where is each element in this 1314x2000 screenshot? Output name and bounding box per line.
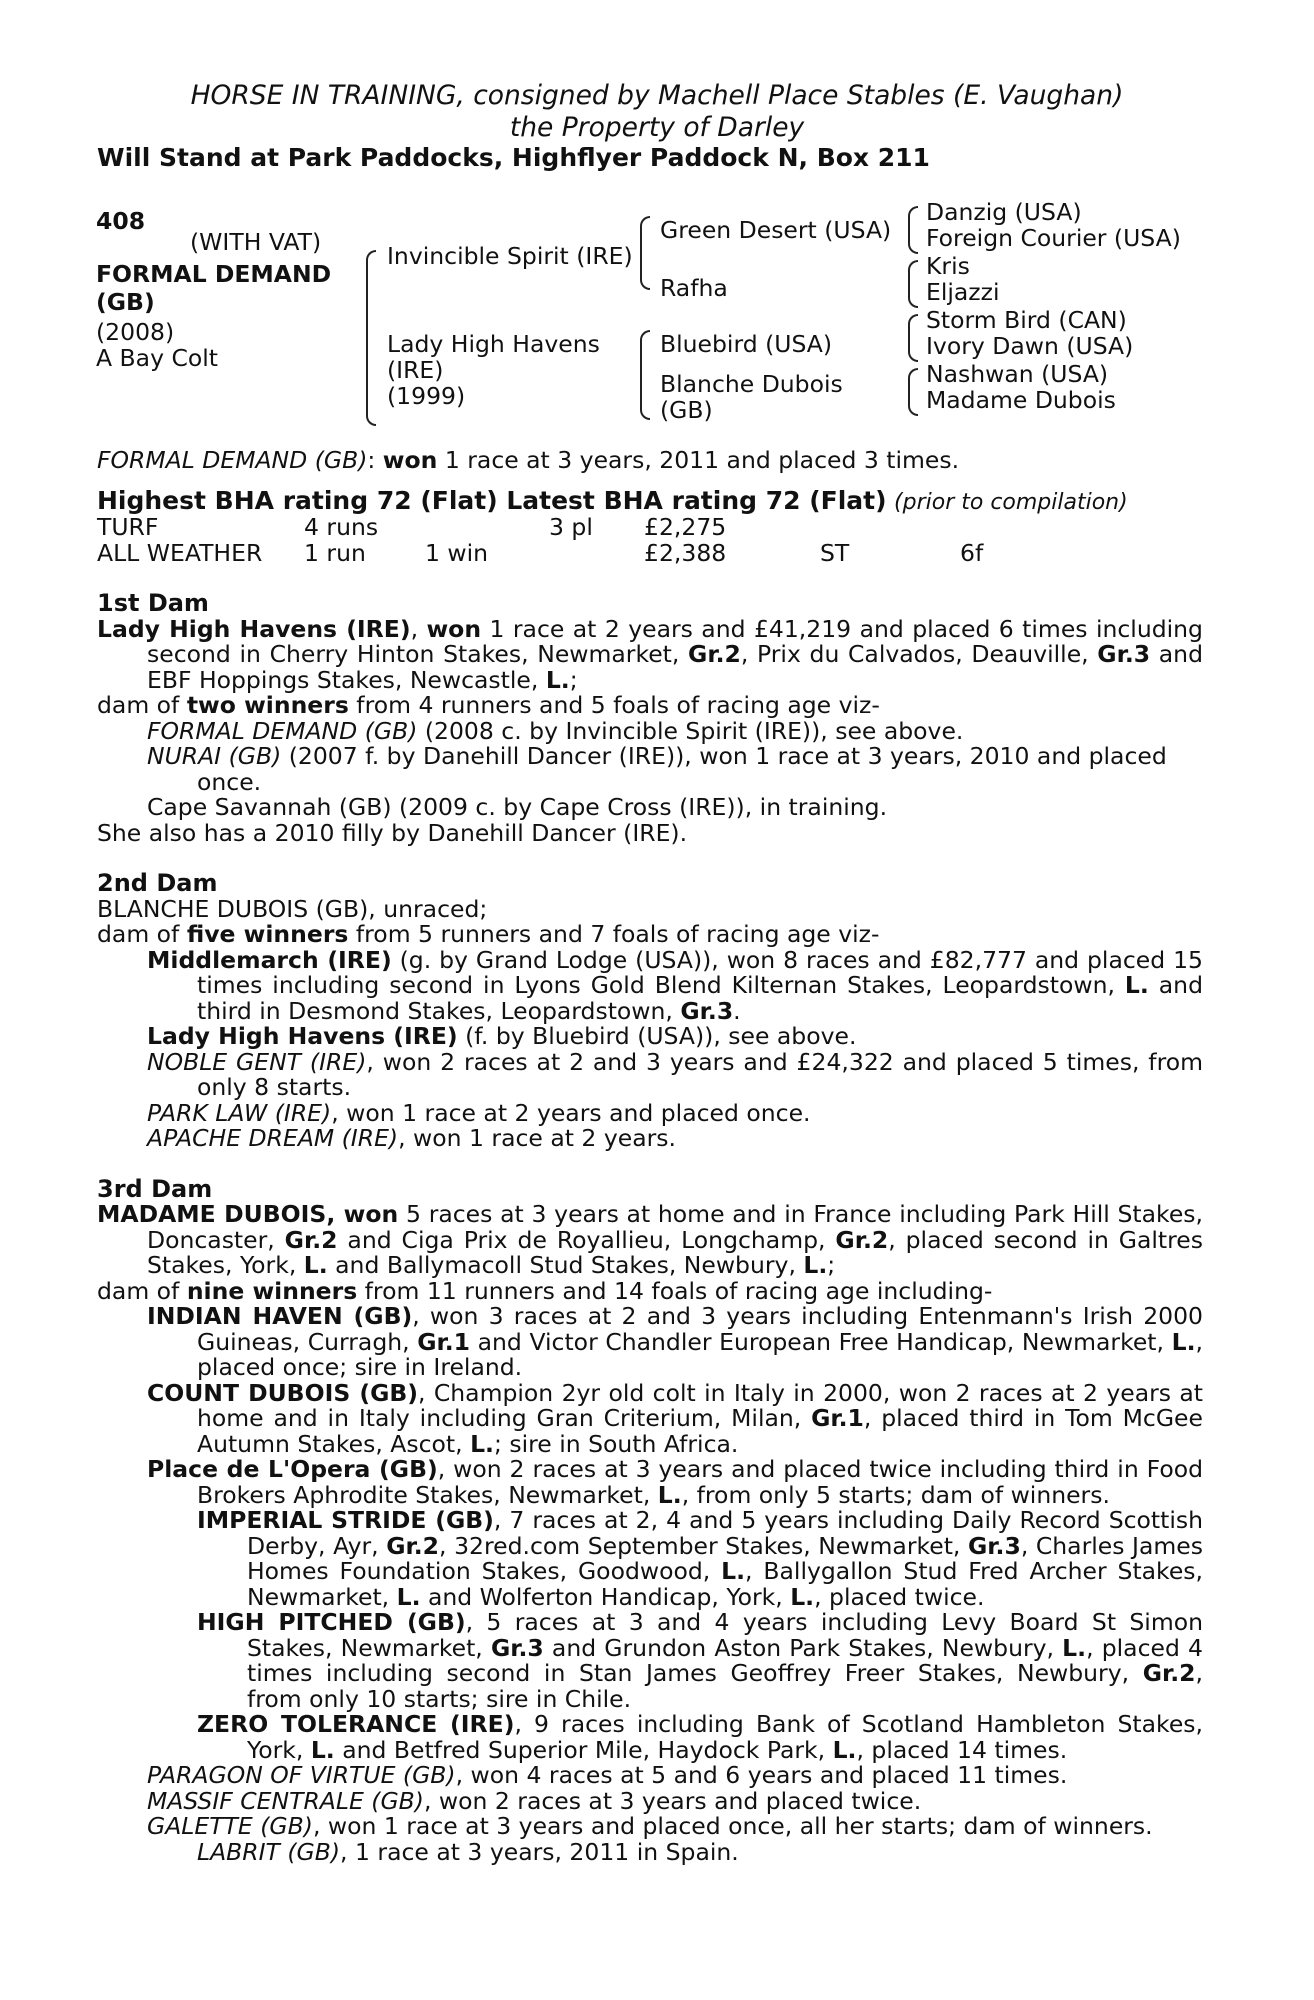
- first-dam-heading: 1st Dam: [97, 589, 209, 617]
- gen3-6: Ivory Dawn (USA): [926, 332, 1134, 360]
- grand-foal-high-pitched: HIGH PITCHED (GB), 5 races at 3 and 4 years including Levy Board St Simon Stakes, Newmarket, Gr.3 and Grundon Aston Park Stakes, Newbury, L., placed 4 times including second in Stan James Geoffrey Freer Stakes, Newbury, Gr.2, from only 10 starts; sire in Chile.: [197, 1608, 1203, 1713]
- sire: Invincible Spirit (IRE): [387, 242, 633, 270]
- pedigree-brace-dam: [640, 330, 650, 420]
- dam-line3: (1999): [387, 382, 466, 410]
- gen3-5: Storm Bird (CAN): [926, 306, 1127, 334]
- dam-sire: Bluebird (USA): [660, 330, 833, 358]
- property-line: the Property of Darley: [509, 112, 805, 143]
- gen3-7: Nashwan (USA): [926, 360, 1109, 388]
- sire-dam: Rafha: [660, 274, 728, 302]
- first-dam-foal-2: NURAI (GB) (2007 f. by Danehill Dancer (IRE)), won 1 race at 3 years, 2010 and placed once.: [147, 742, 1167, 796]
- third-dam-foal-massif: MASSIF CENTRALE (GB), won 2 races at 3 years and placed twice.: [147, 1786, 922, 1815]
- horse-name: [96, 260, 356, 316]
- third-dam-record: MADAME DUBOIS, won 5 races at 3 years at home and in France including Park Hill Stakes, Doncaster, Gr.2 and Ciga Prix de Royallieu, Longchamp, Gr.2, placed second in Galtres Stakes, York, L. and Ballymacoll Stud Stakes, Newbury, L.;: [97, 1200, 1203, 1279]
- grand-foal-labrit: LABRIT (GB), 1 race at 3 years, 2011 in Spain.: [197, 1837, 739, 1866]
- first-dam-foal-1: FORMAL DEMAND (GB) (2008 c. by Invincible Spirit (IRE)), see above.: [147, 716, 964, 745]
- second-dam-heading: 2nd Dam: [97, 869, 218, 897]
- foaling-year: (2008): [96, 318, 175, 346]
- pedigree-brace-g3-1: [908, 206, 918, 254]
- third-dam-heading: 3rd Dam: [97, 1174, 213, 1203]
- second-dam-foal-1: Middlemarch (IRE) (g. by Grand Lodge (USA)), won 8 races and £82,777 and placed 15 times including second in Lyons Gold Blend Kilternan Stakes, Leopardstown, L. and third in Desmond Stakes, Leopardstown, Gr.3.: [147, 945, 1203, 1025]
- second-dam-foal-3: NOBLE GENT (IRE), won 2 races at 2 and 3 years and £24,322 and placed 5 times, from only 8 starts.: [147, 1047, 1203, 1101]
- sire-sire: Green Desert (USA): [660, 216, 892, 244]
- horse-name-line2: (GB): [96, 288, 155, 316]
- pedigree-brace-g3-3: [908, 314, 918, 362]
- race-summary: FORMAL DEMAND (GB): won 1 race at 3 years, 2011 and placed 3 times.: [97, 446, 960, 474]
- gen3-2: Foreign Courier (USA): [926, 224, 1181, 252]
- first-dam-record: Lady High Havens (IRE), won 1 race at 2 years and £41,219 and placed 6 times including second in Cherry Hinton Stakes, Newmarket, Gr.2, Prix du Calvados, Deauville, Gr.3 and EBF Hoppings Stakes, Newcastle, L.;: [97, 614, 1203, 694]
- first-dam-produce: dam of two winners from 4 runners and 5 foals of racing age viz-: [97, 691, 880, 719]
- second-dam-foal-5: APACHE DREAM (IRE), won 1 race at 2 years.: [147, 1124, 676, 1152]
- third-dam-foal-paragon: PARAGON OF VIRTUE (GB), won 4 races at 5 and 6 years and placed 11 times.: [147, 1761, 1068, 1789]
- second-dam-line: BLANCHE DUBOIS (GB), unraced;: [97, 894, 488, 923]
- pedigree-block: [0, 198, 1314, 427]
- vat-note: (WITH VAT): [190, 228, 322, 256]
- pedigree-brace-g3-4: [908, 368, 918, 416]
- third-dam-foal-place-de-lopera: Place de L'Opera (GB), won 2 races at 3 years and placed twice including third in Food Brokers Aphrodite Stakes, Newmarket, L., from only 5 starts; dam of winners.: [147, 1455, 1203, 1509]
- consignor-line: HORSE IN TRAINING, consigned by Machell Place Stables (E. Vaughan): [190, 80, 1124, 111]
- first-dam-foal-3: Cape Savannah (GB) (2009 c. by Cape Cross (IRE)), in training.: [147, 793, 888, 821]
- gen3-3: Kris: [926, 252, 970, 280]
- grand-foal-imperial-stride: IMPERIAL STRIDE (GB), 7 races at 2, 4 and 5 years including Daily Record Scottish Derby, Ayr, Gr.2, 32red.com September Stakes, Newmarket, Gr.3, Charles James Homes Foundation Stakes, Goodwood, L., Ballygallon Stud Fred Archer Stakes, Newmarket, L. and Wolferton Handicap, York, L., placed twice.: [197, 1506, 1204, 1611]
- third-dam-foal-indian-haven: INDIAN HAVEN (GB), won 3 races at 2 and 3 years including Entenmann's Irish 2000 Guineas, Curragh, Gr.1 and Victor Chandler European Free Handicap, Newmarket, L., placed once; sire in Ireland.: [147, 1302, 1203, 1381]
- rating-line: Highest BHA rating 72 (Flat) Latest BHA rating 72 (Flat) (prior to compilation): [97, 485, 1128, 515]
- gen3-4: Eljazzi: [926, 278, 1000, 306]
- horse-description: A Bay Colt: [96, 344, 218, 372]
- second-dam-foal-2: Lady High Havens (IRE) (f. by Bluebird (USA)), see above.: [147, 1022, 857, 1050]
- catalogue-body: [97, 448, 1203, 1865]
- dam-dam-line1: Blanche Dubois: [660, 370, 843, 398]
- third-dam-produce: dam of nine winners from 11 runners and 14 foals of racing age including-: [97, 1276, 993, 1305]
- pedigree-brace-g3-2: [908, 260, 918, 308]
- third-dam-foal-count-dubois: COUNT DUBOIS (GB), Champion 2yr old colt in Italy in 2000, won 2 races at 2 years at home and in Italy including Gran Criterium, Milan, Gr.1, placed third in Tom McGee Autumn Stakes, Ascot, L.; sire in South Africa.: [147, 1378, 1203, 1458]
- dam-line1: Lady High Havens: [387, 330, 600, 358]
- dam-line2: (IRE): [387, 356, 444, 384]
- grand-foal-zero-tolerance: ZERO TOLERANCE (IRE), 9 races including Bank of Scotland Hambleton Stakes, York, L. and Betfred Superior Mile, Haydock Park, L., placed 14 times.: [197, 1710, 1203, 1764]
- first-dam-also: She also has a 2010 filly by Danehill Dancer (IRE).: [97, 818, 688, 847]
- form-table: TURF 4 runs 3 pl £2,275 ALL WEATHER 1 run 1 win £2,388 ST 6f: [97, 513, 984, 567]
- lot-number: 408: [96, 207, 146, 235]
- horse-name-line1: FORMAL DEMAND: [96, 260, 332, 288]
- second-dam-foal-4: PARK LAW (IRE), won 1 race at 2 years and placed once.: [147, 1098, 811, 1127]
- gen3-1: Danzig (USA): [926, 198, 1082, 226]
- pedigree-brace-sire: [640, 216, 650, 290]
- second-dam-produce: dam of five winners from 5 runners and 7 foals of racing age viz-: [97, 920, 880, 948]
- stabling-line: Will Stand at Park Paddocks, Highflyer Paddock N, Box 211: [97, 143, 930, 172]
- pedigree-brace-main: [366, 250, 376, 426]
- gen3-8: Madame Dubois: [926, 386, 1116, 414]
- dam-dam-line2: (GB): [660, 396, 713, 424]
- third-dam-foal-galette: GALETTE (GB), won 1 race at 3 years and placed once, all her starts; dam of winners.: [147, 1812, 1153, 1840]
